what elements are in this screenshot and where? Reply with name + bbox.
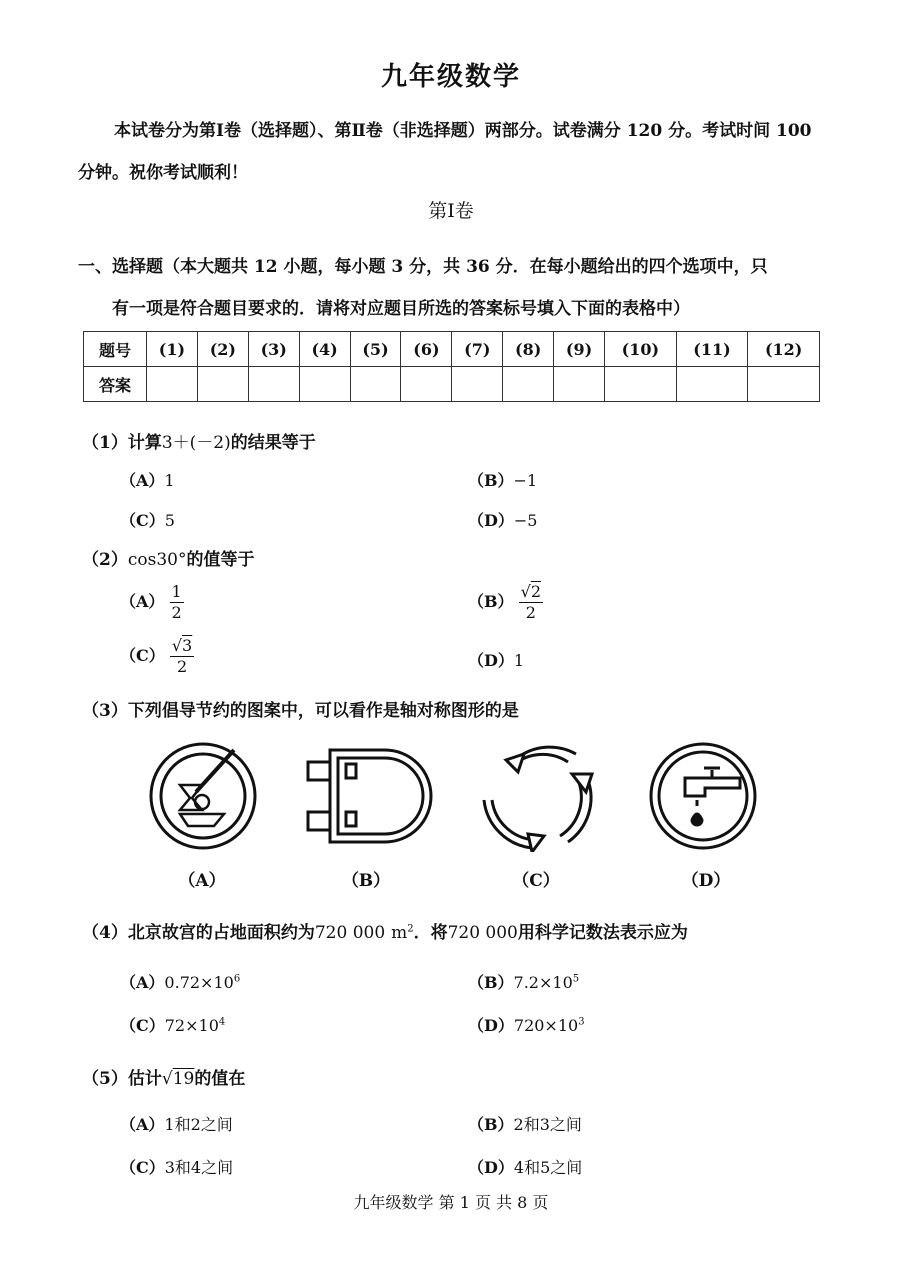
option-d[interactable] (468, 648, 524, 671)
figure-caption: （A） (178, 871, 226, 891)
symbol-d-icon (651, 744, 755, 848)
figure-caption: （C） (512, 871, 560, 891)
table-row (84, 367, 820, 402)
answer-cell[interactable] (676, 367, 748, 402)
question-text: 的值等于 (186, 550, 255, 570)
option-label: （C） (120, 646, 165, 665)
question-number-cell: (9) (554, 332, 605, 367)
figure-caption: （D） (681, 871, 731, 891)
exponent: 4 (218, 1016, 226, 1028)
answer-cell[interactable] (503, 367, 554, 402)
option-value: 0.72×10 (164, 973, 234, 992)
row-label: 题号 (84, 332, 147, 367)
denominator: 2 (525, 603, 536, 622)
option-value: −1 (513, 471, 538, 490)
option-label: （A） (120, 471, 165, 490)
answer-cell[interactable] (350, 367, 401, 402)
unit: m (391, 923, 408, 943)
radicand: 2 (530, 582, 542, 601)
option-value: 72×10 (164, 1016, 219, 1035)
answer-cell[interactable] (197, 367, 248, 402)
question-number-cell: (8) (503, 332, 554, 367)
question-number-cell: (10) (605, 332, 677, 367)
option-label: （A） (120, 1115, 165, 1134)
question-5 (82, 1064, 245, 1089)
question-number: （1） (82, 433, 128, 453)
question-4 (82, 918, 688, 943)
question-number-cell: (5) (350, 332, 401, 367)
option-value: 4和5之间 (513, 1158, 583, 1177)
part-title: 第Ⅰ卷 (428, 200, 474, 222)
option-d[interactable] (468, 508, 537, 531)
radicand: 3 (182, 636, 193, 655)
question-number-cell: (4) (299, 332, 350, 367)
fraction (519, 582, 543, 623)
option-label: （B） (468, 973, 514, 992)
symbol-figures (140, 740, 780, 852)
option-a[interactable] (120, 468, 175, 491)
math-expression: 3＋(－2) (161, 433, 231, 453)
table-row (84, 332, 820, 367)
exponent: 5 (572, 973, 580, 985)
option-label: （C） (120, 1016, 165, 1035)
question-text: 的值在 (194, 1069, 246, 1089)
question-number-cell: (2) (197, 332, 248, 367)
page-title: 九年级数学 (380, 62, 521, 92)
question-text: 下列倡导节约的图案中，可以看作是轴对称图形的是 (127, 701, 519, 721)
sqrt-expression: √19 (161, 1069, 195, 1089)
question-text: 计算 (127, 433, 162, 453)
numerator: √3 (171, 636, 193, 655)
option-label: （A） (120, 973, 165, 992)
number-value: 720 000 (447, 923, 518, 943)
symbol-b-icon (308, 750, 431, 842)
question-number-cell: (6) (401, 332, 452, 367)
question-1 (82, 428, 316, 453)
option-a[interactable] (120, 970, 240, 993)
answer-cell[interactable] (554, 367, 605, 402)
question-number-cell: (1) (147, 332, 198, 367)
option-label: （C） (120, 1158, 165, 1177)
row-label: 答案 (84, 367, 147, 402)
option-value: 1 (513, 651, 525, 670)
option-value: 2和3之间 (513, 1115, 582, 1134)
option-label: （B） (468, 1115, 514, 1134)
denominator: 2 (176, 657, 188, 676)
question-number-cell: (3) (248, 332, 299, 367)
numerator: √2 (520, 582, 542, 601)
unit-exponent: 2 (407, 923, 414, 935)
question-number: （5） (82, 1069, 128, 1089)
option-value: 1 (164, 471, 175, 490)
answer-cell[interactable] (605, 367, 677, 402)
option-label: （B） (468, 592, 514, 611)
section-line-2: 有一项是符合题目要求的．请将对应题目所选的答案标号填入下面的表格中） (112, 299, 690, 319)
numerator: 1 (171, 582, 182, 601)
answer-cell[interactable] (147, 367, 198, 402)
section-line-1: 一、选择题（本大题共 12 小题，每小题 3 分，共 36 分．在每小题给出的四个选项中，只 (78, 257, 768, 277)
radicand: 19 (172, 1069, 195, 1089)
section-heading (78, 246, 838, 330)
option-value: −5 (513, 511, 538, 530)
question-number: （4） (82, 923, 128, 943)
math-expression: cos30° (127, 550, 187, 570)
question-text: 估计 (127, 1069, 162, 1089)
exponent: 3 (578, 1016, 585, 1028)
option-b[interactable] (468, 970, 579, 993)
symbol-c-icon (484, 747, 592, 852)
question-text: 用科学记数法表示应为 (517, 923, 688, 943)
option-value: 3和4之间 (164, 1158, 234, 1177)
option-c[interactable] (120, 1013, 225, 1036)
option-label: （D） (468, 1016, 514, 1035)
answer-cell[interactable] (248, 367, 299, 402)
exponent: 6 (233, 973, 241, 985)
exam-intro: 本试卷分为第Ⅰ卷（选择题）、第Ⅱ卷（非选择题）两部分。试卷满分 120 分。考试时间 100 分钟。祝你考试顺利！ (78, 121, 812, 183)
fraction (170, 582, 184, 623)
page-footer: 九年级数学 第 1 页 共 8 页 (353, 1193, 549, 1212)
option-label: （D） (468, 511, 514, 530)
answer-table (83, 331, 820, 402)
symbol-a-icon (151, 744, 255, 848)
question-text: 的结果等于 (230, 433, 316, 453)
option-value: 7.2×10 (513, 973, 573, 992)
option-a[interactable] (120, 582, 184, 623)
option-value: 5 (164, 511, 175, 530)
option-c[interactable] (120, 508, 175, 531)
denominator: 2 (171, 603, 182, 622)
question-3 (82, 696, 519, 721)
option-b[interactable] (468, 582, 543, 623)
question-number-cell: (11) (676, 332, 748, 367)
question-number: （2） (82, 550, 128, 570)
question-text: 北京故宫的占地面积约为 (127, 923, 315, 943)
question-number-cell: (7) (452, 332, 503, 367)
option-b[interactable] (468, 1112, 582, 1135)
answer-cell[interactable] (452, 367, 503, 402)
option-label: （C） (120, 511, 165, 530)
option-label: （D） (468, 651, 514, 670)
question-text: ．将 (413, 923, 448, 943)
option-c[interactable] (120, 636, 194, 677)
figure-caption: （B） (341, 871, 391, 891)
question-2 (82, 545, 254, 570)
option-c[interactable] (120, 1155, 233, 1178)
fraction (170, 636, 194, 677)
option-label: （B） (468, 471, 514, 490)
option-value: 1和2之间 (164, 1115, 233, 1134)
area-value: 720 000 (314, 923, 386, 943)
question-number: （3） (82, 701, 128, 721)
option-d[interactable] (468, 1013, 585, 1036)
option-a[interactable] (120, 1112, 233, 1135)
option-b[interactable] (468, 468, 537, 491)
option-label: （D） (468, 1158, 514, 1177)
answer-cell[interactable] (401, 367, 452, 402)
option-label: （A） (120, 592, 165, 611)
question-number-cell: (12) (748, 332, 820, 367)
answer-cell[interactable] (299, 367, 350, 402)
option-value: 720×10 (513, 1016, 579, 1035)
option-d[interactable] (468, 1155, 582, 1178)
answer-cell[interactable] (748, 367, 820, 402)
